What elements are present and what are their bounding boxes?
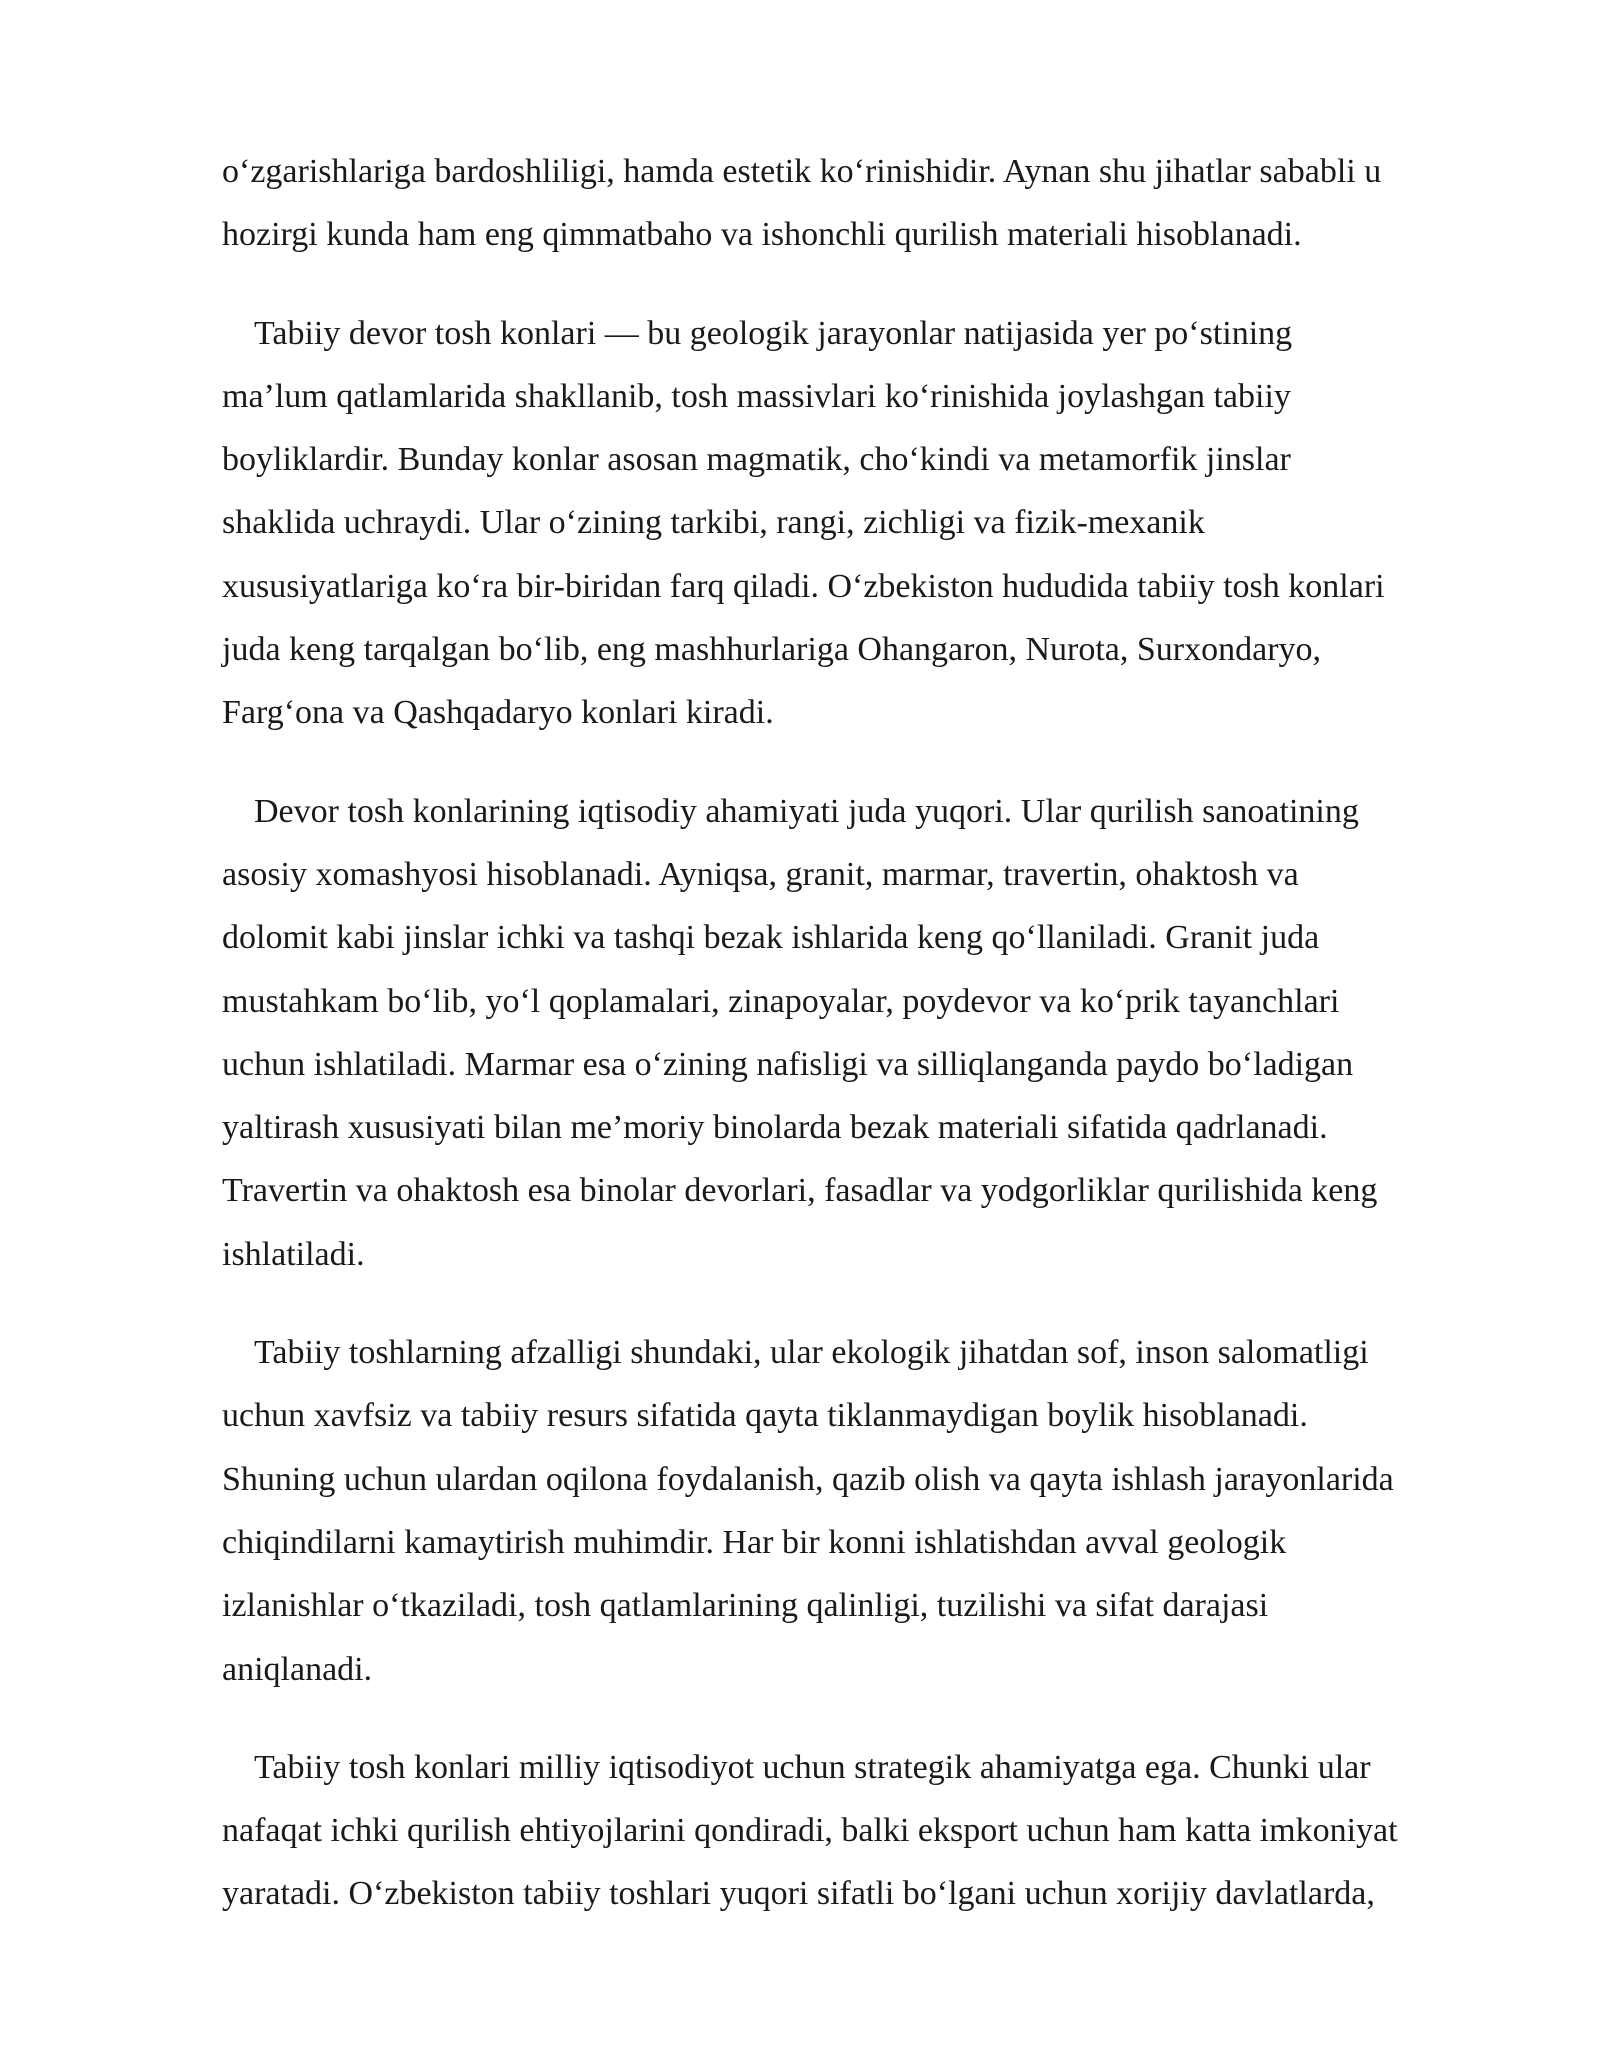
- text-line: chiqindilarni kamaytirish muhimdir. Har bir konni ishlatishdan avval geologik: [222, 1523, 1287, 1561]
- text-line: xususiyatlariga ko‘ra bir-biridan farq qiladi. O‘zbekiston hududida tabiiy tosh konlari: [222, 567, 1385, 605]
- text-line: hozirgi kunda ham eng qimmatbaho va ishonchli qurilish materiali hisoblanadi.: [222, 216, 1302, 254]
- text-line: ma’lum qatlamlarida shakllanib, tosh massivlari ko‘rinishida joylashgan tabiiy: [222, 377, 1291, 415]
- text-line: Tabiiy tosh konlari milliy iqtisodiyot uchun strategik ahamiyatga ega. Chunki ular: [254, 1748, 1371, 1786]
- body-text: [222, 140, 1522, 1926]
- text-line: yaltirash xususiyati bilan me’moriy binolarda bezak materiali sifatida qadrlanadi.: [222, 1109, 1328, 1147]
- text-line: mustahkam bo‘lib, yo‘l qoplamalari, zinapoyalar, poydevor va ko‘prik tayanchlari: [222, 982, 1340, 1020]
- text-line: dolomit kabi jinslar ichki va tashqi bezak ishlarida keng qo‘llaniladi. Granit juda: [222, 919, 1320, 957]
- text-line: asosiy xomashyosi hisoblanadi. Ayniqsa, granit, marmar, travertin, ohaktosh va: [222, 855, 1299, 893]
- text-line: izlanishlar o‘tkaziladi, tosh qatlamlarining qalinligi, tuzilishi va sifat darajasi: [222, 1587, 1269, 1625]
- text-line: yaratadi. O‘zbekiston tabiiy toshlari yuqori sifatli bo‘lgani uchun xorijiy davlatlarda,: [222, 1875, 1375, 1913]
- text-line: Devor tosh konlarining iqtisodiy ahamiyati juda yuqori. Ular qurilish sanoatining: [254, 792, 1359, 830]
- text-line: Tabiiy toshlarning afzalligi shundaki, ular ekologik jihatdan sof, inson salomatligi: [254, 1334, 1369, 1372]
- text-line: nafaqat ichki qurilish ehtiyojlarini qondiradi, balki eksport uchun ham katta imkoniyat: [222, 1812, 1398, 1850]
- paragraph-5: [222, 1736, 1522, 1926]
- text-line: boyliklardir. Bunday konlar asosan magmatik, cho‘kindi va metamorfik jinslar: [222, 441, 1291, 479]
- text-line: shaklida uchraydi. Ular o‘zining tarkibi, rangi, zichligi va fizik-mexanik: [222, 504, 1205, 542]
- text-line: Tabiiy devor tosh konlari — bu geologik jarayonlar natijasida yer po‘stining: [254, 314, 1293, 352]
- paragraph-1: [222, 140, 1522, 267]
- text-line: uchun ishlatiladi. Marmar esa o‘zining nafisligi va silliqlanganda paydo bo‘ladigan: [222, 1045, 1354, 1083]
- text-line: uchun xavfsiz va tabiiy resurs sifatida qayta tiklanmaydigan boylik hisoblanadi.: [222, 1397, 1308, 1435]
- paragraph-2: [222, 302, 1522, 745]
- text-line: aniqlanadi.: [222, 1650, 373, 1688]
- text-line: Travertin va ohaktosh esa binolar devorlari, fasadlar va yodgorliklar qurilishida keng: [222, 1172, 1378, 1210]
- text-line: Shuning uchun ulardan oqilona foydalanish, qazib olish va qayta ishlash jarayonlarida: [222, 1460, 1394, 1498]
- text-line: o‘zgarishlariga bardoshliligi, hamda estetik ko‘rinishidir. Aynan shu jihatlar sababli u: [222, 153, 1382, 190]
- text-line: ishlatiladi.: [222, 1235, 365, 1273]
- paragraph-4: [222, 1321, 1522, 1701]
- paragraph-3: [222, 780, 1522, 1286]
- text-line: Farg‘ona va Qashqadaryo konlari kiradi.: [222, 694, 774, 732]
- text-line: juda keng tarqalgan bo‘lib, eng mashhurlariga Ohangaron, Nurota, Surxondaryo,: [222, 631, 1322, 669]
